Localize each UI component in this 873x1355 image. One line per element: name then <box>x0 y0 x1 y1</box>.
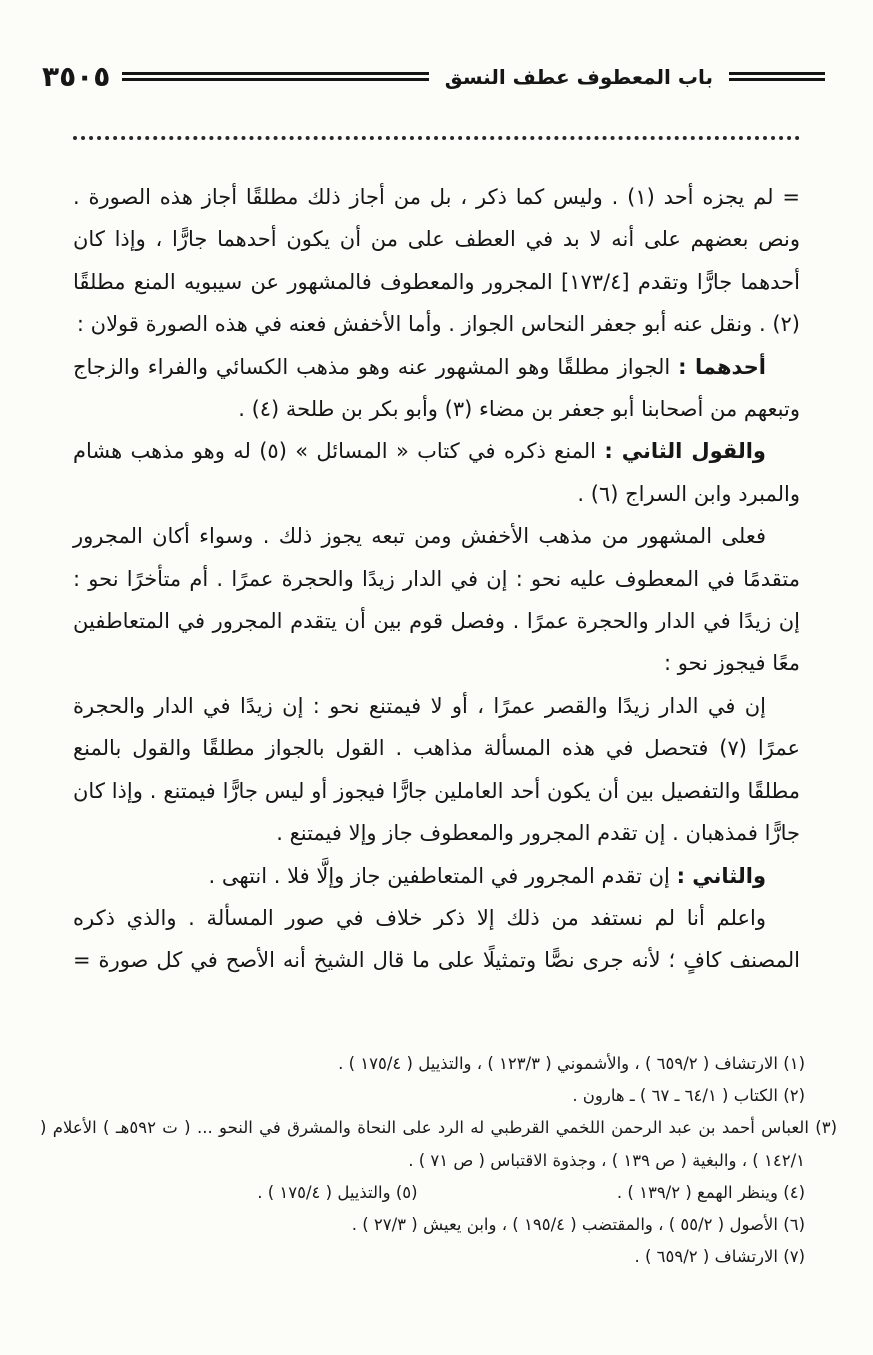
paragraph-text: فعلى المشهور من مذهب الأخفش ومن تبعه يجوز ذلك . وسواء أكان المجرور متقدمًا في المعطوف عليه نحو : إن في الدار زيدًا والحجرة عمرًا . أم متأخرًا نحو : إن زيدًا في الدار والحجرة عمرًا . وفصل قوم بين أن يتقدم المجرور في المتعاطفين معًا فيجوز نحو : <box>73 524 800 676</box>
body-paragraph-3 <box>73 430 800 515</box>
header-rule-left <box>122 72 428 81</box>
header-rule-right <box>729 72 825 81</box>
footnotes <box>40 1048 837 1273</box>
page-number: ٣٥٠٥ <box>42 60 111 93</box>
body-paragraph-1 <box>73 176 800 346</box>
body-paragraph-5 <box>73 685 800 855</box>
body-text <box>73 176 800 982</box>
paragraph-text: إن تقدم المجرور في المتعاطفين جاز وإلَّا فلا . انتهى . <box>208 863 677 888</box>
body-paragraph-4 <box>73 515 800 685</box>
footnote-3: (٣) العباس أحمد بن عبد الرحمن اللخمي القرطبي له الرد على النحاة والمشرق في النحو ... ( ت ٥٩٢هـ ) الأعلام ( ١٤٢/١ ) ، والبغية ( ص ١٣٩ ) ، وجذوة الاقتباس ( ص ٧١ ) . <box>40 1118 837 1170</box>
paragraph-text: المنع ذكره في كتاب « المسائل » (٥) له وهو مذهب هشام والمبرد وابن السراج (٦) . <box>73 439 800 506</box>
footnote-4: (٤) وينظر الهمع ( ١٣٩/٢ ) . <box>616 1182 805 1202</box>
paragraph-text: إن في الدار زيدًا والقصر عمرًا ، أو لا فيمتنع نحو : إن زيدًا في الدار والحجرة عمرًا (٧) فتحصل في هذه المسألة مذاهب . القول بالجواز مطلقًا والقول بالمنع مطلقًا والتفصيل بين أن يكون أحد العاملين جارًّا فيجوز أو ليس جارًّا فيمتنع . وإذا كان جارًّا فمذهبان . إن تقدم المجرور والمعطوف جاز وإلا فيمتنع . <box>73 693 801 846</box>
paragraph-lead: والقول الثاني : <box>604 439 766 464</box>
body-paragraph-6 <box>73 855 800 897</box>
footnote-row-4-5 <box>60 1177 805 1209</box>
body-paragraph-7 <box>73 897 800 982</box>
footnote-5: (٥) والتذييل ( ١٧٥/٤ ) . <box>257 1182 418 1202</box>
paragraph-lead: أحدهما : <box>678 354 767 379</box>
page-header <box>42 60 825 93</box>
paragraph-text: = لم يجزه أحد (١) . وليس كما ذكر ، بل من أجاز ذلك مطلقًا أجاز هذه الصورة . ونص بعضهم على أنه لا بد في العطف على من أن يكون أحدهما جارًّا ، وإذا كان أحدهما جارًّا وتقدم [١٧٣/٤] المجرور والمعطوف فالمشهور عن سيبويه المنع مطلقًا (٢) . ونقل عنه أبو جعفر النحاس الجواز . وأما الأخفش فعنه في هذه الصورة قولان : <box>73 185 800 337</box>
chapter-title: باب المعطوف عطف النسق <box>444 64 713 89</box>
body-paragraph-2 <box>73 346 800 431</box>
footnote-1: (١) الارتشاف ( ٦٥٩/٢ ) ، والأشموني ( ١٢٣/٣ ) ، والتذييل ( ١٧٥/٤ ) . <box>338 1054 805 1073</box>
paragraph-text: واعلم أنا لم نستفد من ذلك إلا ذكر خلاف في صور المسألة . والذي ذكره المصنف كافٍ ؛ لأنه جرى نصًّا وتمثيلًا على ما قال الشيخ أنه الأصح في كل صورة = <box>73 905 800 973</box>
paragraph-text: الجواز مطلقًا وهو المشهور عنه وهو مذهب الكسائي والفراء والزجاج وتبعهم من أصحابنا أبو جعفر بن مضاء (٣) وأبو بكر بن طلحة (٤) . <box>73 354 800 422</box>
paragraph-lead: والثاني : <box>676 863 766 888</box>
footnote-2: (٢) الكتاب ( ٦٤/١ ـ ٦٧ ) ـ هارون . <box>572 1086 805 1106</box>
footnote-7: (٧) الارتشاف ( ٦٥٩/٢ ) . <box>634 1247 805 1267</box>
omission-dots <box>73 136 800 140</box>
footnote-6: (٦) الأصول ( ٥٥/٢ ) ، والمقتضب ( ١٩٥/٤ ) ، وابن يعيش ( ٢٧/٣ ) . <box>351 1214 805 1234</box>
